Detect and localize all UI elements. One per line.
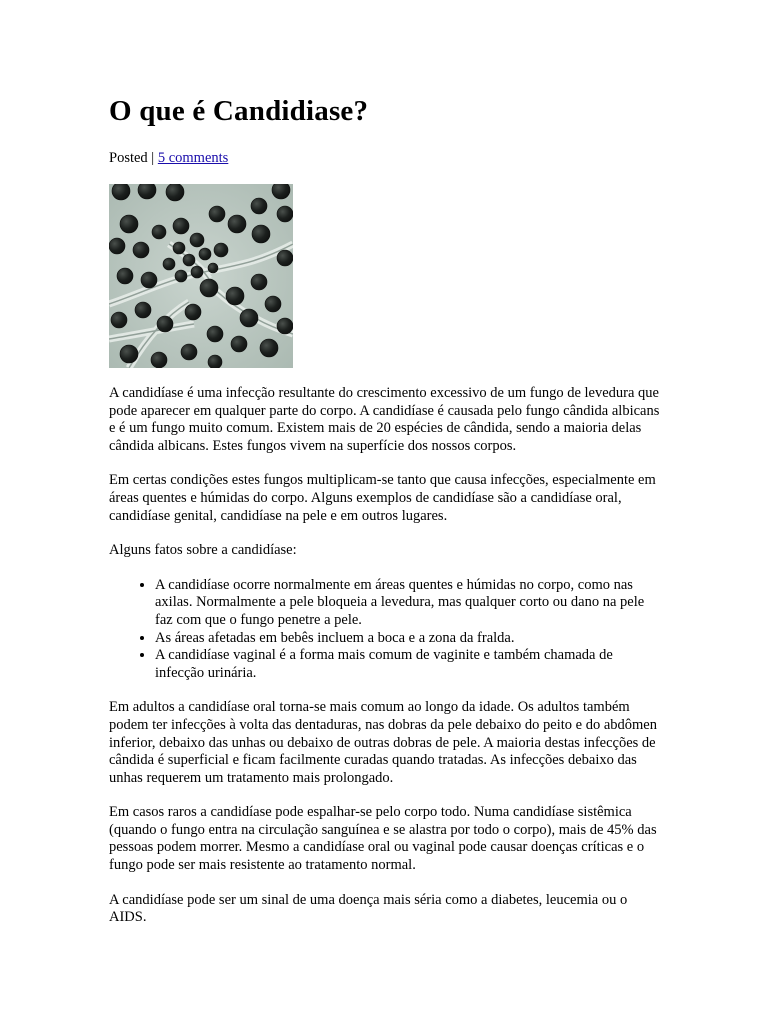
paragraph-intro: A candidíase é uma infecção resultante do crescimento excessivo de um fungo de levedura que pode aparecer em qualquer parte do corpo. A candidíase é causada pelo fungo cândida albicans e é um fungo muito comum. Existem mais de 20 espécies de cândida, sendo a maioria delas cândida albicans. Estes fungos vivem na superfície dos nossos corpos. — [109, 385, 660, 454]
candida-micrograph-image — [109, 184, 293, 368]
comments-link[interactable]: 5 comments — [157, 150, 229, 166]
paragraph-adults: Em adultos a candidíase oral torna-se mais comum ao longo da idade. Os adultos também podem ter infecções à volta das dentaduras, nas dobras da pele debaixo do peito e do abdômen inferior, debaixo das unhas ou debaixo de outras dobras de pele. A maioria destas infecções de cândida é superficial e ficam facilmente curadas quando tratadas. As infecções debaixo das unhas requerem um tratamento mais prolongado. — [109, 699, 657, 786]
paragraph-conditions: Em certas condições estes fungos multiplicam-se tanto que causa infecções, especialmente em áreas quentes e húmidas do corpo. Alguns exemplos de candidíase são a candidíase oral, candidíase genital, candidíase na pele e em outros lugares. — [109, 472, 656, 524]
list-item: • A candidíase vaginal é a forma mais comum de vaginite e também chamada de infecção urinária. — [155, 647, 664, 682]
list-item: • As áreas afetadas em bebês incluem a boca e a zona da fralda. — [155, 630, 664, 648]
post-meta — [109, 149, 664, 167]
facts-list — [109, 577, 664, 683]
list-item: • A candidíase ocorre normalmente em áreas quentes e húmidas no corpo, como nas axilas. Normalmente a pele bloqueia a levedura, mas qualquer corto ou dano na pele faz com que o fungo penetre a pele. — [155, 577, 664, 630]
paragraph-serious-disease: A candidíase pode ser um sinal de uma doença mais séria como a diabetes, leucemia ou o AIDS. — [109, 891, 628, 926]
posted-label: Posted | — [109, 150, 155, 166]
paragraph-rare-cases: Em casos raros a candidíase pode espalhar-se pelo corpo todo. Numa candidíase sistêmica (quando o fungo entra na circulação sanguínea e se alastra por todo o corpo), mais de 45% das pessoas podem morrer. Mesmo a candidíase oral ou vaginal pode causar doenças críticas e o fungo pode ser mais resistente ao tratamento normal. — [109, 804, 657, 874]
article — [109, 95, 664, 927]
paragraph-facts-heading: Alguns fatos sobre a candidíase: — [109, 542, 297, 559]
article-title: O que é Candidiase? — [109, 95, 369, 127]
